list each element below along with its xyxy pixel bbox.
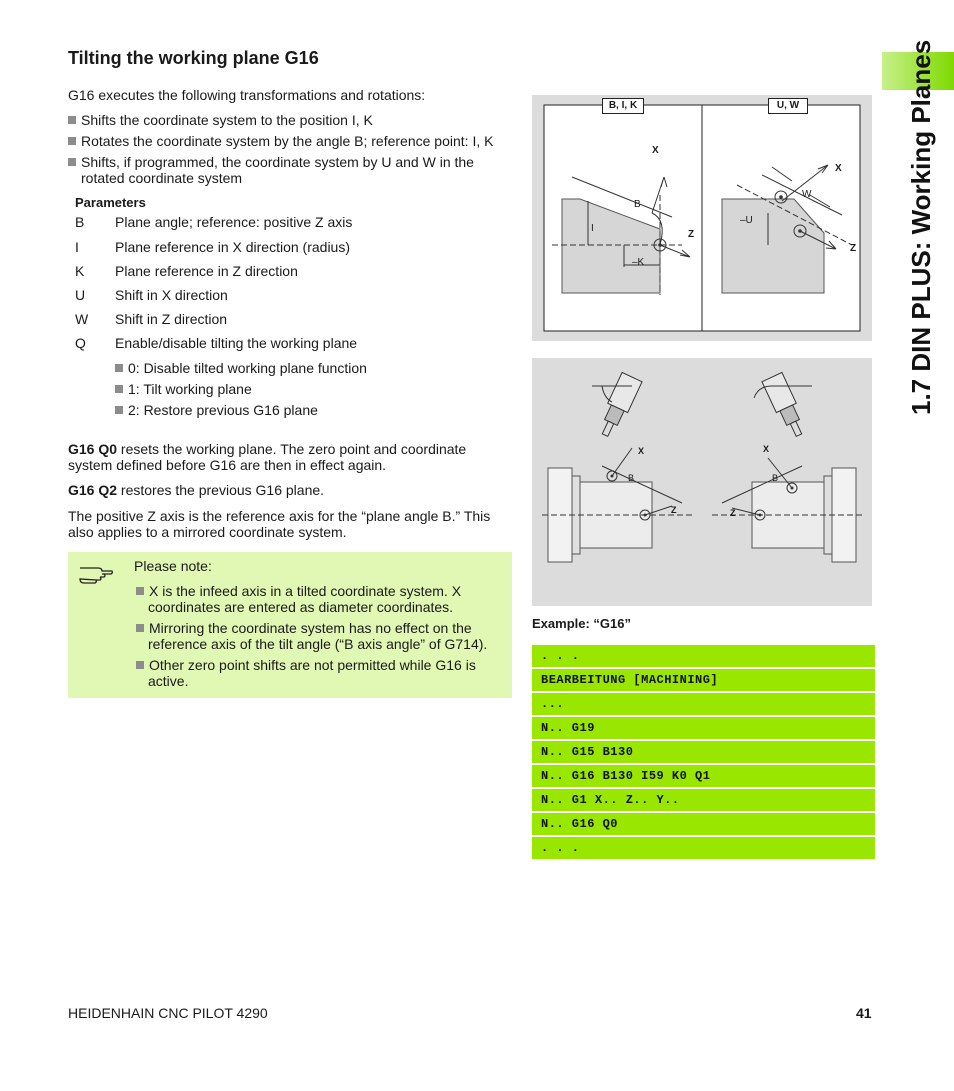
list-item: Shifts, if programmed, the coordinate system by U and W in the rotated coordinate system <box>68 154 81 170</box>
square-bullet-icon <box>115 364 123 372</box>
code-line: N.. G19 <box>532 717 875 739</box>
intro-text: G16 executes the following transformations and rotations: <box>68 87 426 103</box>
square-bullet-icon <box>68 116 76 124</box>
paragraph-axis: The positive Z axis is the reference axis for the “plane angle B.” This <box>68 508 491 524</box>
q-option: 2: Restore previous G16 plane <box>115 402 318 418</box>
square-bullet-icon <box>68 137 76 145</box>
footer-text: HEIDENHAIN CNC PILOT 4290 <box>68 1005 268 1021</box>
page-number: 41 <box>856 1005 872 1021</box>
note-heading: Please note: <box>134 558 212 574</box>
pointing-hand-icon <box>78 562 114 584</box>
code-line: . . . <box>532 837 875 859</box>
square-bullet-icon <box>115 406 123 414</box>
note-item: X is the infeed axis in a tilted coordinate system. X coordinates are entered as diameter coordinates. <box>136 583 461 615</box>
page-title: Tilting the working plane G16 <box>68 48 319 68</box>
angle-label-b: B <box>634 199 641 210</box>
list-item: Shifts the coordinate system to the position I, K <box>68 112 81 128</box>
dimension-label-u: –U <box>740 215 753 226</box>
angle-label-b: B <box>628 473 635 483</box>
figure-label-bik: B, I, K <box>602 98 644 114</box>
axis-label-z: Z <box>671 505 677 515</box>
note-item: Other zero point shifts are not permitted while G16 is active. <box>136 657 476 689</box>
chapter-title: 1.7 DIN PLUS: Working Planes <box>906 39 936 415</box>
code-line: . . . <box>532 645 875 667</box>
square-bullet-icon <box>115 385 123 393</box>
axis-label-z: Z <box>688 229 695 240</box>
note-item: Mirroring the coordinate system has no effect on the reference axis of the tilt angle (“B axis angle” of G714). <box>136 620 487 652</box>
square-bullet-icon <box>136 624 144 632</box>
angle-label-b: B <box>772 473 779 483</box>
code-line: N.. G16 Q0 <box>532 813 875 835</box>
axis-label-x: X <box>652 145 659 156</box>
dimension-label-w: W <box>802 189 812 200</box>
axis-label-x: X <box>638 446 645 456</box>
figure-tilt-parameters <box>532 95 872 341</box>
example-label: Example: “G16” <box>532 616 631 631</box>
paragraph-q0-cont: system defined before G16 are then in effect again. <box>68 457 387 473</box>
code-line: N.. G15 B130 <box>532 741 875 763</box>
q-option: 1: Tilt working plane <box>115 381 252 397</box>
figure-tilt-parameters-drawing <box>532 95 872 341</box>
code-line: N.. G16 B130 I59 K0 Q1 <box>532 765 875 787</box>
axis-label-z: Z <box>730 508 736 518</box>
square-bullet-icon <box>136 587 144 595</box>
code-line: ... <box>532 693 875 715</box>
paragraph-axis-cont: also applies to a mirrored coordinate system. <box>68 524 347 540</box>
q-option: 0: Disable tilted working plane function <box>115 360 367 376</box>
dimension-label-i: I <box>591 223 594 234</box>
parameters-heading: Parameters <box>75 195 146 210</box>
paragraph-q2: G16 Q2 restores the previous G16 plane. <box>68 482 325 498</box>
list-item: Rotates the coordinate system by the angle B; reference point: I, K <box>68 133 81 149</box>
figure-tilted-tool-drawing <box>532 358 872 606</box>
square-bullet-icon <box>136 661 144 669</box>
axis-label-x: X <box>835 163 842 174</box>
figure-tilted-tool <box>532 358 872 606</box>
dimension-label-k: –K <box>632 257 645 268</box>
code-line: N.. G1 X.. Z.. Y.. <box>532 789 875 811</box>
square-bullet-icon <box>68 158 76 166</box>
code-line: BEARBEITUNG [MACHINING] <box>532 669 875 691</box>
paragraph-q0: G16 Q0 resets the working plane. The zero point and coordinate <box>68 441 467 457</box>
note-box <box>68 552 512 698</box>
axis-label-x: X <box>763 444 770 454</box>
figure-label-uw: U, W <box>768 98 808 114</box>
axis-label-z: Z <box>850 243 857 254</box>
